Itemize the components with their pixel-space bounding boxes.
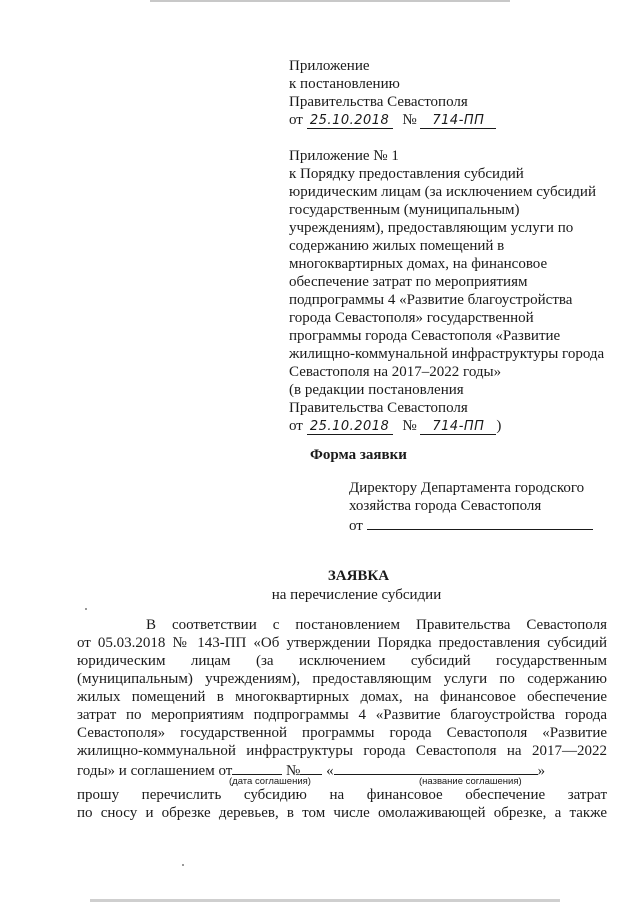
addressee-line: хозяйства города Севастополя bbox=[349, 498, 542, 514]
header-line-appendix: Приложение bbox=[289, 58, 370, 74]
appendix-line: Правительства Севастополя bbox=[289, 400, 468, 416]
body-line: жилищно-коммунальной инфраструктуры города Севастополя на 2017—2022 bbox=[77, 743, 607, 759]
addressee-from-row bbox=[349, 516, 593, 536]
body-agreement-prefix: годы» и соглашением от bbox=[77, 763, 233, 779]
agreement-date-blank bbox=[232, 761, 282, 775]
addressee-line: Директору Департамента городского bbox=[349, 480, 585, 496]
agreement-quote-open: « bbox=[326, 763, 334, 779]
header-line-resolution: к постановлению bbox=[289, 76, 400, 92]
body-line: прошу перечислить субсидию на финансовое обеспечение затрат bbox=[77, 787, 607, 803]
scan-speck bbox=[85, 608, 87, 610]
header-date-prefix: от bbox=[289, 112, 303, 128]
agreement-number-prefix: № bbox=[286, 763, 301, 779]
appendix-line: Севастополя на 2017–2022 годы» bbox=[289, 364, 502, 380]
appendix-line: государственным (муниципальным) bbox=[289, 202, 520, 218]
caption-agreement-date: (дата соглашения) bbox=[229, 776, 311, 787]
agreement-number-blank bbox=[300, 761, 322, 775]
appendix-line: к Порядку предоставления субсидий bbox=[289, 166, 524, 182]
scan-speck bbox=[182, 864, 184, 866]
body-line: по сносу и обрезке деревьев, в том числе омолаживающей обрезке, а также bbox=[77, 805, 607, 821]
body-line-first: В соответствии с постановлением Правительства Севастополя bbox=[146, 617, 607, 633]
appendix-line: учреждениям), предоставляющим услуги по bbox=[289, 220, 574, 236]
appendix-line: многоквартирных домах, на финансовое bbox=[289, 256, 548, 272]
appendix-number-prefix: № bbox=[402, 418, 417, 434]
form-title: Форма заявки bbox=[310, 447, 407, 463]
header-date-handwritten: 25.10.2018 bbox=[307, 113, 393, 129]
body-line: (муниципальным) учреждениям), предоставляющим услуги по содержанию bbox=[77, 671, 607, 687]
appendix-line: подпрограммы 4 «Развитие благоустройства bbox=[289, 292, 573, 308]
body-line: от 05.03.2018 № 143-ПП «Об утверждении Порядка предоставления субсидий bbox=[77, 635, 607, 651]
appendix-date-prefix: от bbox=[289, 418, 303, 434]
header-date-row bbox=[289, 112, 496, 130]
appendix-date-row bbox=[289, 418, 501, 436]
appendix-number-handwritten: 714-ПП bbox=[420, 419, 496, 435]
appendix-line: (в редакции постановления bbox=[289, 382, 464, 398]
caption-agreement-name: (название соглашения) bbox=[419, 776, 522, 787]
appendix-close-paren: ) bbox=[496, 418, 502, 434]
body-line: затрат по мероприятиям подпрограммы 4 «Развитие благоустройства города bbox=[77, 707, 607, 723]
header-number-handwritten: 714-ПП bbox=[420, 113, 496, 129]
appendix-line: программы города Севастополя «Развитие bbox=[289, 328, 561, 344]
appendix-line: юридическим лицам (за исключением субсидий bbox=[289, 184, 596, 200]
appendix-line: содержанию жилых помещений в bbox=[289, 238, 505, 254]
body-line: Севастополя» государственной программы города Севастополя «Развитие bbox=[77, 725, 607, 741]
body-line: юридическим лицам (за исключением субсидий государственным bbox=[77, 653, 607, 669]
addressee-from-prefix: от bbox=[349, 518, 363, 534]
scan-artifact-top bbox=[150, 0, 510, 2]
document-subtitle: на перечисление субсидии bbox=[271, 587, 442, 603]
appendix-line: Приложение № 1 bbox=[289, 148, 399, 164]
header-number-prefix: № bbox=[402, 112, 417, 128]
appendix-line: обеспечение затрат по мероприятиям bbox=[289, 274, 528, 290]
agreement-name-blank bbox=[334, 761, 538, 775]
addressee-from-blank bbox=[367, 516, 593, 530]
agreement-quote-close: » bbox=[537, 763, 546, 779]
scan-artifact-bottom bbox=[90, 899, 560, 902]
body-line: жилых помещений в многоквартирных домах, на финансовое обеспечение bbox=[77, 689, 607, 705]
appendix-line: жилищно-коммунальной инфраструктуры города bbox=[289, 346, 605, 362]
appendix-line: города Севастополя» государственной bbox=[289, 310, 534, 326]
header-line-government: Правительства Севастополя bbox=[289, 94, 468, 110]
document-title: ЗАЯВКА bbox=[327, 568, 390, 584]
appendix-date-handwritten: 25.10.2018 bbox=[307, 419, 393, 435]
